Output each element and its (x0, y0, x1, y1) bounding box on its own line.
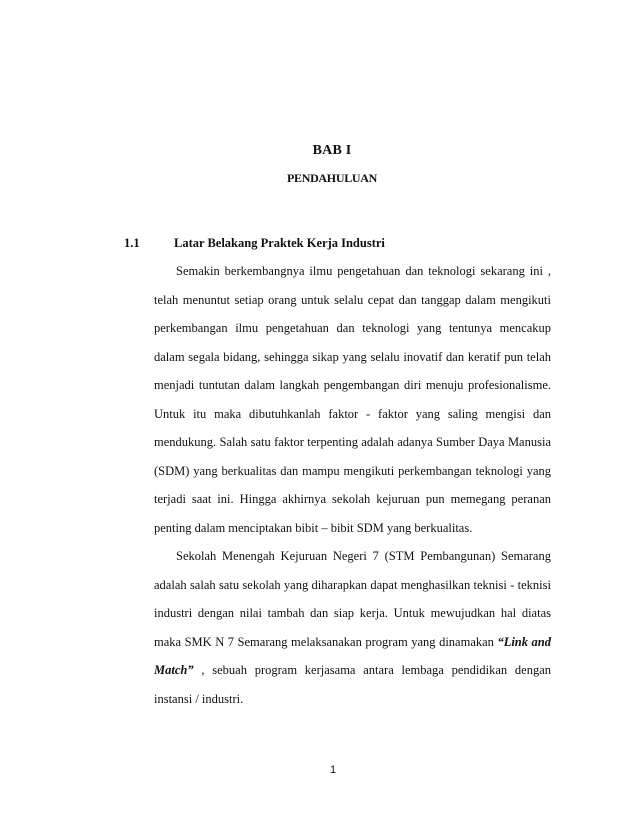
chapter-title: BAB I (312, 143, 352, 158)
chapter-subtitle: PENDAHULUAN (286, 171, 378, 185)
section-heading (124, 236, 385, 251)
paragraph-2-emphasis: “Link and Match” (154, 634, 551, 677)
paragraph-2-text-before: Sekolah Menengah Kejuruan Negeri 7 (STM Pembangunan) Semarang adalah salah satu sekolah yang diharapkan dapat menghasilkan teknisi - teknisi industri dengan nilai tambah dan siap kerja. Untuk mewujudkan hal diatas maka SMK N 7 Semarang melaksanakan program yang dinamakan (154, 549, 551, 649)
body-text (154, 257, 551, 713)
section-title: Latar Belakang Praktek Kerja Industri (174, 236, 385, 250)
paragraph-2-text-after: , sebuah program kerjasama antara lembaga pendidikan dengan instansi / industri. (154, 663, 551, 706)
section-number: 1.1 (124, 236, 140, 250)
page-number: 1 (329, 764, 337, 776)
paragraph-2 (154, 542, 551, 713)
paragraph-1: Semakin berkembangnya ilmu pengetahuan dan teknologi sekarang ini , telah menuntut setiap orang untuk selalu cepat dan tanggap dalam mengikuti perkembangan ilmu pengetahuan dan teknologi yang tentunya mencakup dalam segala bidang, sehingga sikap yang selalu inovatif dan keratif pun telah menjadi tuntutan dalam langkah pengembangan diri menuju profesionalisme. Untuk itu maka dibutuhkanlah faktor - faktor yang saling mengisi dan mendukung. Salah satu faktor terpenting adalah adanya Sumber Daya Manusia (SDM) yang berkualitas dan mampu mengikuti perkembangan teknologi yang terjadi saat ini. Hingga akhirnya sekolah kejuruan pun memegang peranan penting dalam menciptakan bibit – bibit SDM yang berkualitas. (154, 264, 551, 535)
